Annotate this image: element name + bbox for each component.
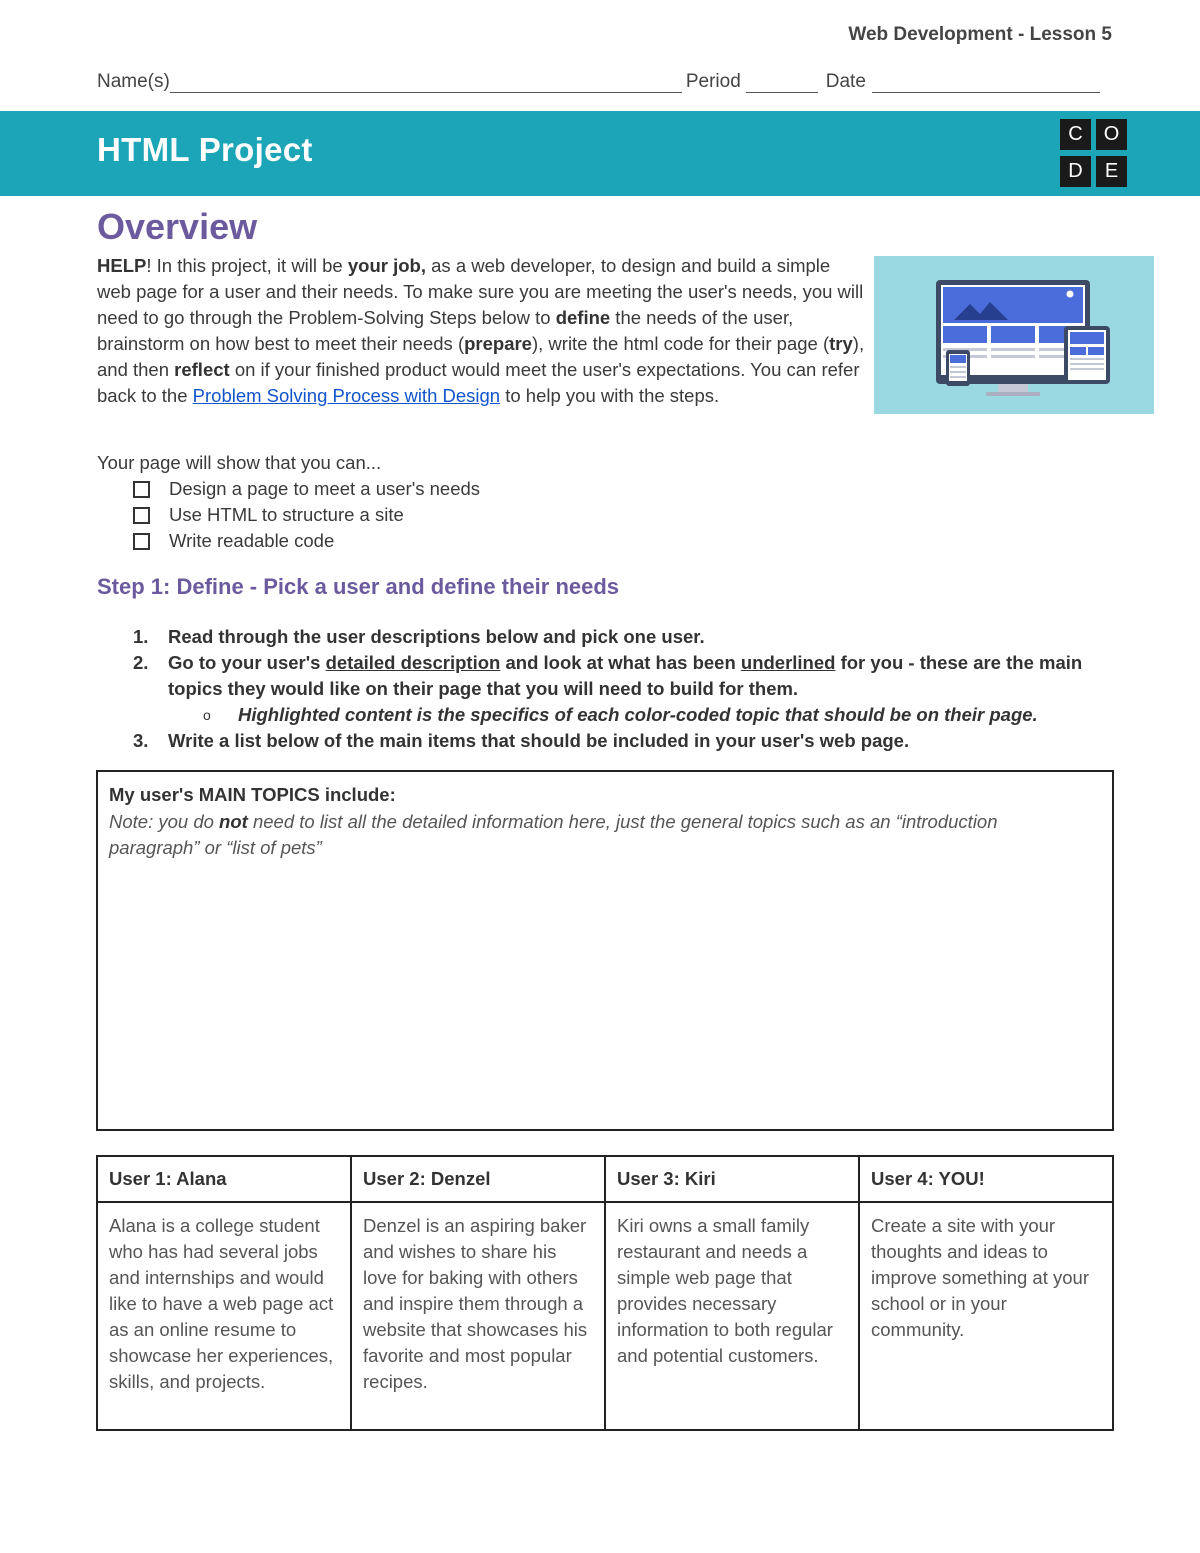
title-banner xyxy=(0,111,1200,196)
skills-checklist xyxy=(133,476,480,554)
note-text: need to list all the detailed information here, just the general topics such as an “introduction paragraph” or “list of pets” xyxy=(109,811,998,858)
step1-heading: Step 1: Define - Pick a user and define their needs xyxy=(97,574,620,599)
main-topics-box[interactable] xyxy=(96,770,1114,1131)
intro-text: as a web developer, to design and build a simple web page for a user and their needs. To make sure you are meeting the user's needs, you will need to go through the Problem-Solving Steps below to xyxy=(97,255,864,328)
checklist-item xyxy=(133,528,480,554)
try-bold: try xyxy=(829,333,853,354)
step1-instructions xyxy=(97,624,1112,754)
show-intro: Your page will show that you can... xyxy=(97,452,382,473)
step-item xyxy=(97,728,1112,754)
sub-bullet-icon: o xyxy=(203,707,211,723)
prepare-bold: prepare xyxy=(464,333,532,354)
checklist-label: Design a page to meet a user's needs xyxy=(169,478,481,499)
checklist-item xyxy=(133,502,480,528)
main-topics-note xyxy=(109,809,1089,861)
code-logo xyxy=(1060,119,1130,189)
page-title: HTML Project xyxy=(97,131,313,168)
users-header-row xyxy=(97,1156,1113,1202)
define-bold: define xyxy=(555,307,611,328)
detailed-description-underlined: detailed description xyxy=(325,652,501,673)
step-number: 3. xyxy=(133,730,149,751)
date-field[interactable] xyxy=(872,70,1100,93)
intro-text: on if your finished product would meet the user's expectations. You can refer back to the xyxy=(97,359,860,406)
responsive-devices-illustration xyxy=(874,256,1154,414)
step-text: Write a list below of the main items that should be included in your user's web page. xyxy=(168,730,910,751)
checklist-label: Write readable code xyxy=(169,530,335,551)
checkbox-icon[interactable] xyxy=(133,481,150,498)
user-1-title: User 1: Alana xyxy=(97,1156,351,1202)
logo-letter-d: D xyxy=(1060,156,1091,187)
logo-letter-o: O xyxy=(1096,119,1127,150)
step-text: for you - these are the main topics they would like on their page that you will need to build for them. xyxy=(168,652,1083,699)
note-text: Note: you do xyxy=(109,811,220,832)
user-4-title: User 4: YOU! xyxy=(859,1156,1113,1202)
intro-text: ! In this project, it will be xyxy=(146,255,348,276)
step-subitem xyxy=(97,702,1112,728)
step-text: Go to your user's xyxy=(168,652,326,673)
checklist-label: Use HTML to structure a site xyxy=(169,504,404,525)
users-table xyxy=(96,1155,1114,1431)
problem-solving-link[interactable]: Problem Solving Process with Design xyxy=(192,385,501,406)
user-4-description: Create a site with your thoughts and ideas to improve something at your school or in your community. xyxy=(859,1202,1113,1430)
step-number: 1. xyxy=(133,626,149,647)
step-item xyxy=(97,650,1112,702)
name-label: Name(s) xyxy=(97,71,170,92)
overview-paragraph xyxy=(97,253,867,409)
reflect-bold: reflect xyxy=(174,359,230,380)
checklist-item xyxy=(133,476,480,502)
checkbox-icon[interactable] xyxy=(133,507,150,524)
user-2-description: Denzel is an aspiring baker and wishes to share his love for baking with others and inspire them through a website that showcases his favorite and most popular recipes. xyxy=(351,1202,605,1430)
intro-text: to help you with the steps. xyxy=(500,385,720,406)
step-text: and look at what has been xyxy=(500,652,741,673)
underlined-word: underlined xyxy=(740,652,836,673)
main-topics-heading: My user's MAIN TOPICS include: xyxy=(109,784,396,805)
name-field[interactable] xyxy=(170,70,682,93)
checkbox-icon[interactable] xyxy=(133,533,150,550)
intro-text: ), write the html code for their page ( xyxy=(531,333,830,354)
note-not-bold: not xyxy=(219,811,248,832)
lesson-label: Web Development - Lesson 5 xyxy=(848,24,1112,45)
help-bold: HELP xyxy=(97,255,147,276)
users-description-row xyxy=(97,1202,1113,1430)
overview-heading: Overview xyxy=(97,206,258,247)
date-label: Date xyxy=(825,71,866,92)
user-2-title: User 2: Denzel xyxy=(351,1156,605,1202)
step-number: 2. xyxy=(133,652,149,673)
logo-letter-c: C xyxy=(1060,119,1091,150)
devices-icon xyxy=(874,256,1154,414)
name-period-date-line xyxy=(97,70,1112,93)
period-label: Period xyxy=(685,71,741,92)
period-field[interactable] xyxy=(746,70,818,93)
step-item xyxy=(97,624,1112,650)
logo-letter-e: E xyxy=(1096,156,1127,187)
intro-text: the needs of the user, brainstorm on how best to meet their needs ( xyxy=(97,307,794,354)
user-1-description: Alana is a college student who has had several jobs and internships and would like to have a web page act as an online resume to showcase her experiences, skills, and projects. xyxy=(97,1202,351,1430)
user-3-description: Kiri owns a small family restaurant and needs a simple web page that provides necessary information to both regular and potential customers. xyxy=(605,1202,859,1430)
intro-text: ), and then xyxy=(97,333,865,380)
step-text: Read through the user descriptions below and pick one user. xyxy=(168,626,705,647)
user-3-title: User 3: Kiri xyxy=(605,1156,859,1202)
step-subtext: Highlighted content is the specifics of each color-coded topic that should be on their page. xyxy=(238,704,1038,725)
your-job-bold: your job, xyxy=(347,255,426,276)
